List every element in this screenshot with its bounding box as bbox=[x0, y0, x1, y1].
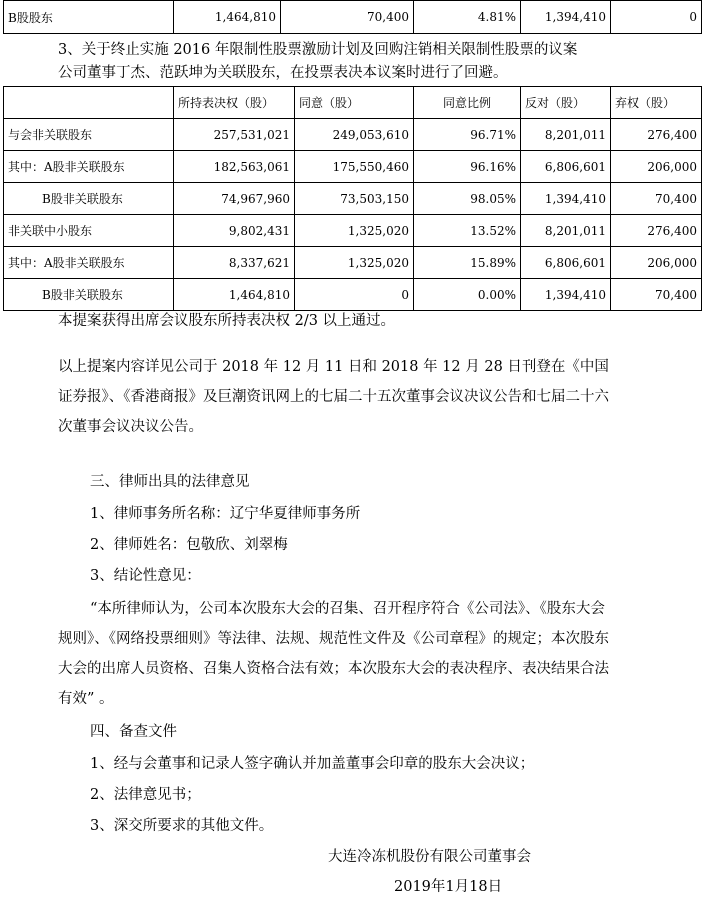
for-cell: 249,053,610 bbox=[295, 119, 414, 151]
table-row bbox=[4, 151, 702, 183]
abstain-cell: 276,400 bbox=[611, 119, 702, 151]
for-cell: 175,550,460 bbox=[295, 151, 414, 183]
for-cell: 73,503,150 bbox=[295, 183, 414, 215]
for-cell: 1,325,020 bbox=[295, 247, 414, 279]
section4-heading: 四、备查文件 bbox=[90, 724, 177, 740]
table-row bbox=[4, 119, 702, 151]
against-cell: 8,201,011 bbox=[521, 119, 611, 151]
against-cell: 1,394,410 bbox=[521, 279, 611, 311]
item3-note: 公司董事丁杰、范跃坤为关联股东，在投票表决本议案时进行了回避。 bbox=[58, 65, 508, 81]
column-header bbox=[4, 87, 174, 119]
table-row bbox=[4, 279, 702, 311]
row-label: 其中：A股非关联股东 bbox=[4, 151, 174, 183]
against-cell: 6,806,601 bbox=[521, 247, 611, 279]
abstain-cell: 70,400 bbox=[611, 183, 702, 215]
for-cell: 70,400 bbox=[281, 1, 414, 34]
for-cell: 1,325,020 bbox=[295, 215, 414, 247]
abstain-cell: 206,000 bbox=[611, 247, 702, 279]
abstain-cell: 70,400 bbox=[611, 279, 702, 311]
passed-text: 本提案获得出席会议股东所持表决权 2/3 以上通过。 bbox=[58, 313, 396, 329]
vote-table bbox=[3, 86, 702, 311]
ratio-cell: 98.05% bbox=[414, 183, 521, 215]
ratio-cell: 96.71% bbox=[414, 119, 521, 151]
row-label: 与会非关联股东 bbox=[4, 119, 174, 151]
reference-doc-2: 2、法律意见书； bbox=[90, 787, 201, 803]
ratio-cell: 13.52% bbox=[414, 215, 521, 247]
table-row bbox=[4, 247, 702, 279]
column-header: 反对（股） bbox=[521, 87, 611, 119]
reference-doc-1: 1、经与会董事和记录人签字确认并加盖董事会印章的股东大会决议； bbox=[90, 756, 535, 772]
section3-heading: 三、律师出具的法律意见 bbox=[90, 474, 250, 490]
held-cell: 1,464,810 bbox=[174, 1, 281, 34]
held-cell: 1,464,810 bbox=[174, 279, 295, 311]
ratio-cell: 0.00% bbox=[414, 279, 521, 311]
abstain-cell: 206,000 bbox=[611, 151, 702, 183]
abstain-cell: 0 bbox=[611, 1, 702, 34]
held-cell: 74,967,960 bbox=[174, 183, 295, 215]
top-table bbox=[3, 0, 702, 34]
row-label: B股非关联股东 bbox=[4, 183, 174, 215]
row-label: 其中：A股非关联股东 bbox=[4, 247, 174, 279]
ratio-cell: 15.89% bbox=[414, 247, 521, 279]
row-label: B股非关联股东 bbox=[4, 279, 174, 311]
held-cell: 8,337,621 bbox=[174, 247, 295, 279]
table-row bbox=[4, 1, 702, 34]
column-header: 同意（股） bbox=[295, 87, 414, 119]
against-cell: 8,201,011 bbox=[521, 215, 611, 247]
for-cell: 0 bbox=[295, 279, 414, 311]
signature-company: 大连冷冻机股份有限公司董事会 bbox=[328, 849, 531, 865]
opinion-label: 3、结论性意见： bbox=[90, 568, 201, 584]
legal-opinion: “本所律师认为，公司本次股东大会的召集、召开程序符合《公司法》、《股东大会规则》、《网络投票细则》等法律、法规、规范性文件及《公司章程》的规定；本次股东大会的出席人员资格、召集人资格合法有效；本次股东大会的表决程序、表决结果合法有效” 。 bbox=[58, 601, 609, 707]
held-cell: 257,531,021 bbox=[174, 119, 295, 151]
column-header: 所持表决权（股） bbox=[174, 87, 295, 119]
held-cell: 9,802,431 bbox=[174, 215, 295, 247]
row-label: B股股东 bbox=[4, 1, 174, 34]
column-header: 弃权（股） bbox=[611, 87, 702, 119]
against-cell: 6,806,601 bbox=[521, 151, 611, 183]
table-row bbox=[4, 215, 702, 247]
reference-doc-3: 3、深交所要求的其他文件。 bbox=[90, 818, 274, 834]
ratio-cell: 4.81% bbox=[414, 1, 521, 34]
table-header-row bbox=[4, 87, 702, 119]
against-cell: 1,394,410 bbox=[521, 1, 611, 34]
row-label: 非关联中小股东 bbox=[4, 215, 174, 247]
held-cell: 182,563,061 bbox=[174, 151, 295, 183]
column-header: 同意比例 bbox=[414, 87, 521, 119]
table-row bbox=[4, 183, 702, 215]
law-firm-name: 1、律师事务所名称：辽宁华夏律师事务所 bbox=[90, 506, 361, 522]
lawyer-names: 2、律师姓名：包敬欣、刘翠梅 bbox=[90, 537, 288, 553]
signature-date: 2019年1月18日 bbox=[394, 879, 503, 895]
abstain-cell: 276,400 bbox=[611, 215, 702, 247]
ratio-cell: 96.16% bbox=[414, 151, 521, 183]
against-cell: 1,394,410 bbox=[521, 183, 611, 215]
disclosure-paragraph: 以上提案内容详见公司于 2018 年 12 月 11 日和 2018 年 12 月 28 日刊登在《中国证券报》、《香港商报》及巨潮资讯网上的七届二十五次董事会议决议公告和七届二十六次董事会议决议公告。 bbox=[58, 359, 609, 435]
item3-title: 3、关于终止实施 2016 年限制性股票激励计划及回购注销相关限制性股票的议案 bbox=[58, 42, 578, 58]
